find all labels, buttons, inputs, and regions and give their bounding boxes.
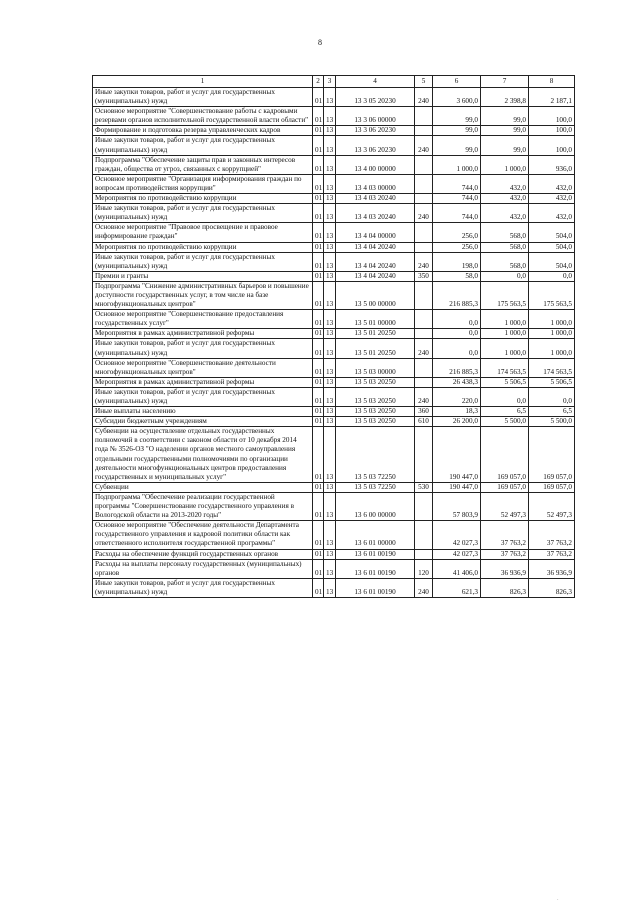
table-row xyxy=(93,204,575,223)
amount-col8-cell: 6,5 xyxy=(529,407,575,417)
section-code-cell: 01 xyxy=(313,549,324,559)
amount-col7-cell: 99,0 xyxy=(481,126,529,136)
table-row xyxy=(93,271,575,281)
amount-col7-cell: 37 763,2 xyxy=(481,549,529,559)
amount-col8-cell: 432,0 xyxy=(529,194,575,204)
row-name-cell: Расходы на обеспечение функций государственных органов xyxy=(93,549,313,559)
target-article-cell: 13 5 00 00000 xyxy=(336,281,415,309)
expense-type-cell xyxy=(415,107,433,126)
expense-type-cell xyxy=(415,194,433,204)
subsection-code-cell: 13 xyxy=(324,358,336,377)
row-name-cell: Иные закупки товаров, работ и услуг для государственных (муниципальных) нужд xyxy=(93,387,313,406)
subsection-code-cell: 13 xyxy=(324,126,336,136)
row-name-cell: Иные выплаты населению xyxy=(93,407,313,417)
subsection-code-cell: 13 xyxy=(324,310,336,329)
expense-type-cell: 350 xyxy=(415,271,433,281)
expense-type-cell xyxy=(415,155,433,174)
table-row xyxy=(93,521,575,549)
amount-col7-cell: 432,0 xyxy=(481,204,529,223)
target-article-cell: 13 4 04 00000 xyxy=(336,223,415,242)
amount-col6-cell: 216 885,3 xyxy=(433,358,481,377)
amount-col8-cell: 936,0 xyxy=(529,155,575,174)
section-code-cell: 01 xyxy=(313,377,324,387)
target-article-cell: 13 5 03 20250 xyxy=(336,417,415,427)
amount-col7-cell: 1 000,0 xyxy=(481,329,529,339)
amount-col8-cell: 36 936,9 xyxy=(529,559,575,578)
amount-col7-cell: 2 398,8 xyxy=(481,88,529,107)
row-name-cell: Премии и гранты xyxy=(93,271,313,281)
amount-col7-cell: 5 506,5 xyxy=(481,377,529,387)
expense-type-cell: 240 xyxy=(415,578,433,597)
expense-type-cell xyxy=(415,281,433,309)
amount-col7-cell: 5 500,0 xyxy=(481,417,529,427)
row-name-cell: Основное мероприятие "Обеспечение деятельности Департамента государственного управления и кадровой политики области как ответственного исполнителя государственной программы" xyxy=(93,521,313,549)
amount-col8-cell: 432,0 xyxy=(529,204,575,223)
target-article-cell: 13 5 01 20250 xyxy=(336,329,415,339)
amount-col8-cell: 5 500,0 xyxy=(529,417,575,427)
table-row xyxy=(93,329,575,339)
amount-col8-cell: 2 187,1 xyxy=(529,88,575,107)
target-article-cell: 13 4 03 20240 xyxy=(336,204,415,223)
amount-col7-cell: 432,0 xyxy=(481,174,529,193)
amount-col6-cell: 99,0 xyxy=(433,136,481,155)
column-header: 6 xyxy=(433,76,481,88)
target-article-cell: 13 5 03 20250 xyxy=(336,377,415,387)
target-article-cell: 13 4 04 20240 xyxy=(336,271,415,281)
amount-col6-cell: 99,0 xyxy=(433,107,481,126)
subsection-code-cell: 13 xyxy=(324,252,336,271)
amount-col6-cell: 1 000,0 xyxy=(433,155,481,174)
row-name-cell: Мероприятия в рамках административной реформы xyxy=(93,329,313,339)
row-name-cell: Подпрограмма "Снижение административных барьеров и повышение доступности государственных услуг, в том числе на базе многофункциональных центров" xyxy=(93,281,313,309)
subsection-code-cell: 13 xyxy=(324,427,336,483)
amount-col6-cell: 216 885,3 xyxy=(433,281,481,309)
amount-col7-cell: 568,0 xyxy=(481,223,529,242)
table-row xyxy=(93,107,575,126)
amount-col6-cell: 26 438,3 xyxy=(433,377,481,387)
subsection-code-cell: 13 xyxy=(324,242,336,252)
amount-col6-cell: 256,0 xyxy=(433,223,481,242)
row-name-cell: Иные закупки товаров, работ и услуг для государственных (муниципальных) нужд xyxy=(93,252,313,271)
amount-col6-cell: 0,0 xyxy=(433,329,481,339)
amount-col7-cell: 432,0 xyxy=(481,194,529,204)
row-name-cell: Основное мероприятие "Совершенствование работы с кадровыми резервами органов исполнительной государственной власти области" xyxy=(93,107,313,126)
expense-type-cell xyxy=(415,358,433,377)
amount-col8-cell: 37 763,2 xyxy=(529,521,575,549)
section-code-cell: 01 xyxy=(313,578,324,597)
row-name-cell: Субвенции xyxy=(93,482,313,492)
row-name-cell: Мероприятия в рамках административной реформы xyxy=(93,377,313,387)
subsection-code-cell: 13 xyxy=(324,578,336,597)
amount-col7-cell: 175 563,5 xyxy=(481,281,529,309)
expense-type-cell: 240 xyxy=(415,88,433,107)
table-row xyxy=(93,482,575,492)
target-article-cell: 13 4 04 20240 xyxy=(336,252,415,271)
row-name-cell: Основное мероприятие "Совершенствование деятельности многофункциональных центров" xyxy=(93,358,313,377)
amount-col6-cell: 198,0 xyxy=(433,252,481,271)
target-article-cell: 13 6 01 00190 xyxy=(336,549,415,559)
amount-col7-cell: 99,0 xyxy=(481,107,529,126)
section-code-cell: 01 xyxy=(313,492,324,520)
table-row xyxy=(93,310,575,329)
section-code-cell: 01 xyxy=(313,242,324,252)
expense-type-cell: 240 xyxy=(415,204,433,223)
table-row xyxy=(93,126,575,136)
row-name-cell: Иные закупки товаров, работ и услуг для государственных (муниципальных) нужд xyxy=(93,578,313,597)
subsection-code-cell: 13 xyxy=(324,88,336,107)
target-article-cell: 13 5 03 00000 xyxy=(336,358,415,377)
section-code-cell: 01 xyxy=(313,281,324,309)
subsection-code-cell: 13 xyxy=(324,339,336,358)
row-name-cell: Иные закупки товаров, работ и услуг для государственных (муниципальных) нужд xyxy=(93,204,313,223)
subsection-code-cell: 13 xyxy=(324,194,336,204)
amount-col7-cell: 169 057,0 xyxy=(481,482,529,492)
subsection-code-cell: 13 xyxy=(324,407,336,417)
section-code-cell: 01 xyxy=(313,194,324,204)
column-header: 3 xyxy=(324,76,336,88)
target-article-cell: 13 3 06 00000 xyxy=(336,107,415,126)
row-name-cell: Иные закупки товаров, работ и услуг для государственных (муниципальных) нужд xyxy=(93,136,313,155)
target-article-cell: 13 3 06 20230 xyxy=(336,136,415,155)
expense-type-cell xyxy=(415,521,433,549)
target-article-cell: 13 6 00 00000 xyxy=(336,492,415,520)
row-name-cell: Подпрограмма "Обеспечение защиты прав и законных интересов граждан, общества от угроз, связанных с коррупцией" xyxy=(93,155,313,174)
amount-col7-cell: 174 563,5 xyxy=(481,358,529,377)
table-row xyxy=(93,358,575,377)
amount-col7-cell: 52 497,3 xyxy=(481,492,529,520)
row-name-cell: Мероприятия по противодействию коррупции xyxy=(93,194,313,204)
column-header: 5 xyxy=(415,76,433,88)
subsection-code-cell: 13 xyxy=(324,329,336,339)
amount-col7-cell: 568,0 xyxy=(481,252,529,271)
expense-type-cell: 360 xyxy=(415,407,433,417)
expense-type-cell xyxy=(415,223,433,242)
section-code-cell: 01 xyxy=(313,223,324,242)
table-row xyxy=(93,223,575,242)
table-row xyxy=(93,559,575,578)
table-row xyxy=(93,174,575,193)
amount-col8-cell: 100,0 xyxy=(529,107,575,126)
table-row xyxy=(93,252,575,271)
row-name-cell: Иные закупки товаров, работ и услуг для государственных (муниципальных) нужд xyxy=(93,88,313,107)
table-row xyxy=(93,417,575,427)
column-header: 7 xyxy=(481,76,529,88)
subsection-code-cell: 13 xyxy=(324,281,336,309)
amount-col7-cell: 568,0 xyxy=(481,242,529,252)
table-row xyxy=(93,242,575,252)
section-code-cell: 01 xyxy=(313,407,324,417)
amount-col7-cell: 1 000,0 xyxy=(481,155,529,174)
amount-col6-cell: 744,0 xyxy=(433,204,481,223)
amount-col6-cell: 58,0 xyxy=(433,271,481,281)
table-row xyxy=(93,407,575,417)
subsection-code-cell: 13 xyxy=(324,155,336,174)
section-code-cell: 01 xyxy=(313,126,324,136)
amount-col6-cell: 220,0 xyxy=(433,387,481,406)
amount-col6-cell: 57 803,9 xyxy=(433,492,481,520)
expense-type-cell: 240 xyxy=(415,387,433,406)
table-row xyxy=(93,136,575,155)
table-row xyxy=(93,578,575,597)
amount-col6-cell: 41 406,0 xyxy=(433,559,481,578)
expense-type-cell: 610 xyxy=(415,417,433,427)
amount-col7-cell: 37 763,2 xyxy=(481,521,529,549)
subsection-code-cell: 13 xyxy=(324,271,336,281)
target-article-cell: 13 4 00 00000 xyxy=(336,155,415,174)
target-article-cell: 13 5 03 20250 xyxy=(336,407,415,417)
target-article-cell: 13 6 01 00000 xyxy=(336,521,415,549)
table-header-row xyxy=(93,76,575,88)
amount-col7-cell: 826,3 xyxy=(481,578,529,597)
target-article-cell: 13 5 01 00000 xyxy=(336,310,415,329)
subsection-code-cell: 13 xyxy=(324,559,336,578)
subsection-code-cell: 13 xyxy=(324,492,336,520)
amount-col8-cell: 1 000,0 xyxy=(529,329,575,339)
subsection-code-cell: 13 xyxy=(324,521,336,549)
expense-type-cell: 240 xyxy=(415,252,433,271)
section-code-cell: 01 xyxy=(313,329,324,339)
target-article-cell: 13 5 01 20250 xyxy=(336,339,415,358)
amount-col6-cell: 18,3 xyxy=(433,407,481,417)
amount-col6-cell: 190 447,0 xyxy=(433,427,481,483)
amount-col8-cell: 174 563,5 xyxy=(529,358,575,377)
amount-col8-cell: 826,3 xyxy=(529,578,575,597)
amount-col6-cell: 26 200,0 xyxy=(433,417,481,427)
table-row xyxy=(93,339,575,358)
table-row xyxy=(93,88,575,107)
amount-col7-cell: 1 000,0 xyxy=(481,310,529,329)
row-name-cell: Субвенции на осуществление отдельных государственных полномочий в соответствии с законом области от 10 декабря 2014 года № 3526-ОЗ "О наделении органов местного самоуправления отдельными государственными полномочиями по организации деятельности многофункциональных центров предоставления государственных и муниципальных услуг" xyxy=(93,427,313,483)
subsection-code-cell: 13 xyxy=(324,136,336,155)
amount-col8-cell: 504,0 xyxy=(529,252,575,271)
amount-col8-cell: 1 000,0 xyxy=(529,310,575,329)
amount-col6-cell: 3 600,0 xyxy=(433,88,481,107)
row-name-cell: Расходы на выплаты персоналу государственных (муниципальных) органов xyxy=(93,559,313,578)
amount-col6-cell: 0,0 xyxy=(433,339,481,358)
expense-type-cell: 240 xyxy=(415,339,433,358)
section-code-cell: 01 xyxy=(313,427,324,483)
row-name-cell: Основное мероприятие "Организация информирования граждан по вопросам противодействия коррупции" xyxy=(93,174,313,193)
amount-col8-cell: 169 057,0 xyxy=(529,427,575,483)
subsection-code-cell: 13 xyxy=(324,107,336,126)
table-row xyxy=(93,194,575,204)
expense-type-cell xyxy=(415,242,433,252)
target-article-cell: 13 6 01 00190 xyxy=(336,559,415,578)
amount-col6-cell: 190 447,0 xyxy=(433,482,481,492)
amount-col8-cell: 169 057,0 xyxy=(529,482,575,492)
target-article-cell: 13 5 03 20250 xyxy=(336,387,415,406)
amount-col8-cell: 0,0 xyxy=(529,271,575,281)
expense-type-cell xyxy=(415,329,433,339)
target-article-cell: 13 5 03 72250 xyxy=(336,482,415,492)
section-code-cell: 01 xyxy=(313,310,324,329)
amount-col6-cell: 621,3 xyxy=(433,578,481,597)
target-article-cell: 13 5 03 72250 xyxy=(336,427,415,483)
table-row xyxy=(93,281,575,309)
expense-type-cell: 240 xyxy=(415,136,433,155)
amount-col6-cell: 0,0 xyxy=(433,310,481,329)
amount-col8-cell: 100,0 xyxy=(529,136,575,155)
expense-type-cell: 530 xyxy=(415,482,433,492)
amount-col6-cell: 256,0 xyxy=(433,242,481,252)
section-code-cell: 01 xyxy=(313,204,324,223)
subsection-code-cell: 13 xyxy=(324,377,336,387)
amount-col6-cell: 42 027,3 xyxy=(433,521,481,549)
column-header: 1 xyxy=(93,76,313,88)
amount-col7-cell: 169 057,0 xyxy=(481,427,529,483)
amount-col8-cell: 37 763,2 xyxy=(529,549,575,559)
section-code-cell: 01 xyxy=(313,136,324,155)
row-name-cell: Иные закупки товаров, работ и услуг для государственных (муниципальных) нужд xyxy=(93,339,313,358)
section-code-cell: 01 xyxy=(313,482,324,492)
row-name-cell: Основное мероприятие "Совершенствование предоставления государственных услуг" xyxy=(93,310,313,329)
amount-col8-cell: 5 506,5 xyxy=(529,377,575,387)
expense-type-cell xyxy=(415,427,433,483)
amount-col6-cell: 42 027,3 xyxy=(433,549,481,559)
target-article-cell: 13 4 03 00000 xyxy=(336,174,415,193)
scan-mark: · xyxy=(557,898,559,903)
expense-type-cell xyxy=(415,549,433,559)
amount-col7-cell: 0,0 xyxy=(481,271,529,281)
section-code-cell: 01 xyxy=(313,521,324,549)
amount-col7-cell: 99,0 xyxy=(481,136,529,155)
amount-col6-cell: 744,0 xyxy=(433,174,481,193)
target-article-cell: 13 3 06 20230 xyxy=(336,126,415,136)
expense-type-cell xyxy=(415,310,433,329)
target-article-cell: 13 3 05 20230 xyxy=(336,88,415,107)
section-code-cell: 01 xyxy=(313,417,324,427)
table-row xyxy=(93,549,575,559)
section-code-cell: 01 xyxy=(313,174,324,193)
section-code-cell: 01 xyxy=(313,107,324,126)
table-row xyxy=(93,387,575,406)
table-body xyxy=(93,88,575,598)
table-row xyxy=(93,427,575,483)
target-article-cell: 13 6 01 00190 xyxy=(336,578,415,597)
subsection-code-cell: 13 xyxy=(324,174,336,193)
row-name-cell: Формирование и подготовка резерва управленческих кадров xyxy=(93,126,313,136)
expense-type-cell xyxy=(415,174,433,193)
section-code-cell: 01 xyxy=(313,271,324,281)
expense-type-cell xyxy=(415,377,433,387)
amount-col8-cell: 504,0 xyxy=(529,242,575,252)
section-code-cell: 01 xyxy=(313,387,324,406)
row-name-cell: Основное мероприятие "Правовое просвещение и правовое информирование граждан" xyxy=(93,223,313,242)
subsection-code-cell: 13 xyxy=(324,417,336,427)
section-code-cell: 01 xyxy=(313,559,324,578)
amount-col7-cell: 6,5 xyxy=(481,407,529,417)
expense-type-cell xyxy=(415,126,433,136)
amount-col8-cell: 1 000,0 xyxy=(529,339,575,358)
section-code-cell: 01 xyxy=(313,155,324,174)
section-code-cell: 01 xyxy=(313,358,324,377)
target-article-cell: 13 4 03 20240 xyxy=(336,194,415,204)
table-row xyxy=(93,377,575,387)
amount-col8-cell: 52 497,3 xyxy=(529,492,575,520)
column-header: 4 xyxy=(336,76,415,88)
section-code-cell: 01 xyxy=(313,252,324,271)
table-row xyxy=(93,155,575,174)
subsection-code-cell: 13 xyxy=(324,549,336,559)
subsection-code-cell: 13 xyxy=(324,482,336,492)
page-number: 8 xyxy=(318,38,322,47)
subsection-code-cell: 13 xyxy=(324,387,336,406)
section-code-cell: 01 xyxy=(313,339,324,358)
amount-col6-cell: 744,0 xyxy=(433,194,481,204)
row-name-cell: Субсидии бюджетным учреждениям xyxy=(93,417,313,427)
amount-col8-cell: 0,0 xyxy=(529,387,575,406)
amount-col7-cell: 0,0 xyxy=(481,387,529,406)
amount-col8-cell: 175 563,5 xyxy=(529,281,575,309)
amount-col8-cell: 504,0 xyxy=(529,223,575,242)
amount-col7-cell: 36 936,9 xyxy=(481,559,529,578)
table-row xyxy=(93,492,575,520)
row-name-cell: Подпрограмма "Обеспечение реализации государственной программы "Совершенствование государственного управления в Вологодской области на 2013-2020 годы" xyxy=(93,492,313,520)
column-header: 2 xyxy=(313,76,324,88)
row-name-cell: Мероприятия по противодействию коррупции xyxy=(93,242,313,252)
amount-col7-cell: 1 000,0 xyxy=(481,339,529,358)
section-code-cell: 01 xyxy=(313,88,324,107)
amount-col8-cell: 100,0 xyxy=(529,126,575,136)
amount-col8-cell: 432,0 xyxy=(529,174,575,193)
expense-type-cell xyxy=(415,492,433,520)
target-article-cell: 13 4 04 20240 xyxy=(336,242,415,252)
column-header: 8 xyxy=(529,76,575,88)
expense-type-cell: 120 xyxy=(415,559,433,578)
budget-table xyxy=(92,75,575,598)
amount-col6-cell: 99,0 xyxy=(433,126,481,136)
subsection-code-cell: 13 xyxy=(324,223,336,242)
subsection-code-cell: 13 xyxy=(324,204,336,223)
